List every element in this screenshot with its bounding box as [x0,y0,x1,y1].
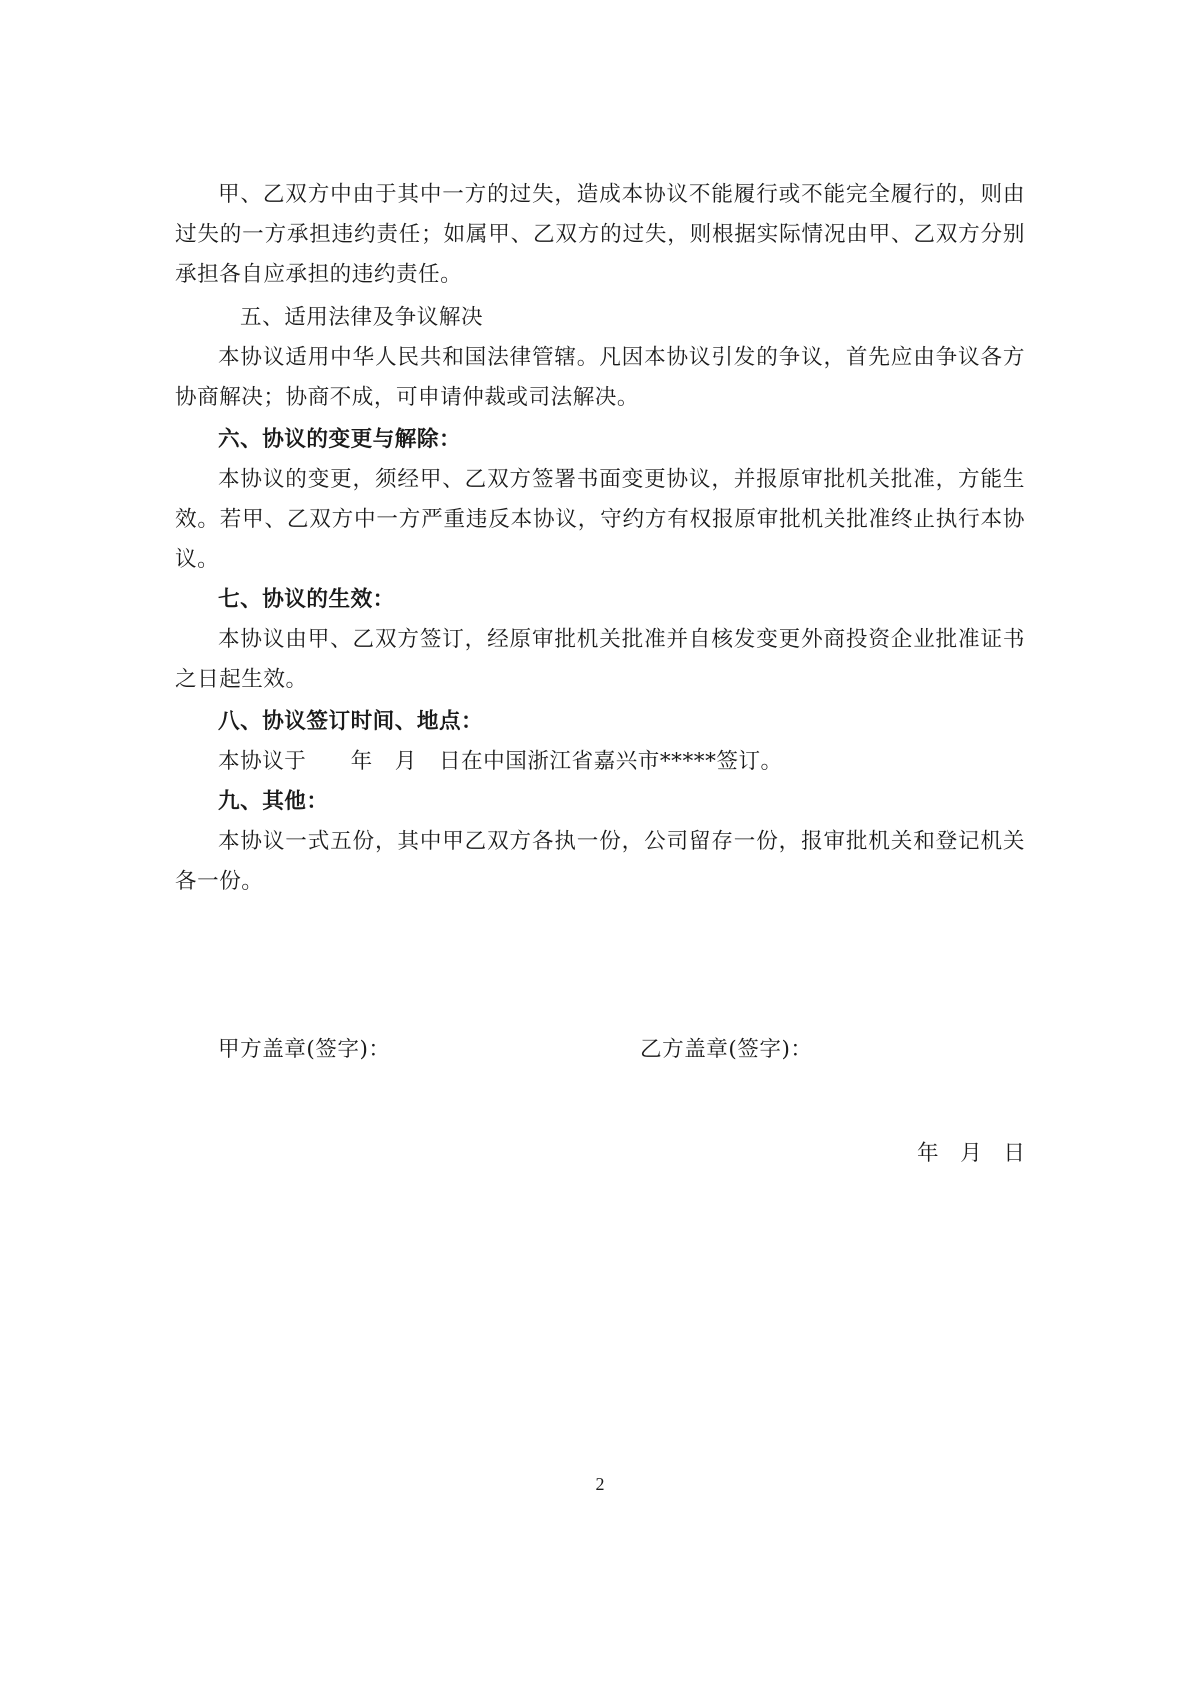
section5-body: 本协议适用中华人民共和国法律管辖。凡因本协议引发的争议，首先应由争议各方协商解决；协商不成，可申请仲裁或司法解决。 [175,345,1025,410]
section6-body: 本协议的变更，须经甲、乙双方签署书面变更协议，并报原审批机关批准，方能生效。若甲、乙双方中一方严重违反本协议，守约方有权报原审批机关批准终止执行本协议。 [175,467,1025,572]
section6-heading: 六、协议的变更与解除： [218,427,462,452]
section8-heading: 八、协议签订时间、地点： [218,709,484,734]
section7-body: 本协议由甲、乙双方签订，经原审批机关批准并自核发变更外商投资企业批准证书之日起生效。 [175,627,1025,692]
section9-heading: 九、其他： [218,789,329,814]
signing-date-line: 年 月 日 [917,1141,1025,1166]
section8-body: 本协议于 年 月 日在中国浙江省嘉兴市*****签订。 [218,749,783,774]
section7-heading: 七、协议的生效： [218,587,395,612]
party-a-signature-label: 甲方盖章(签字)： [218,1037,391,1062]
paragraph-breach-liability: 甲、乙双方中由于其中一方的过失，造成本协议不能履行或不能完全履行的，则由过失的一方承担违约责任；如属甲、乙双方的过失，则根据实际情况由甲、乙双方分别承担各自应承担的违约责任。 [175,182,1025,287]
section9-body: 本协议一式五份，其中甲乙双方各执一份，公司留存一份，报审批机关和登记机关各一份。 [175,829,1025,894]
section5-heading: 五、适用法律及争议解决 [240,305,484,330]
page-number: 2 [595,1474,605,1494]
party-b-signature-label: 乙方盖章(签字)： [640,1037,813,1062]
